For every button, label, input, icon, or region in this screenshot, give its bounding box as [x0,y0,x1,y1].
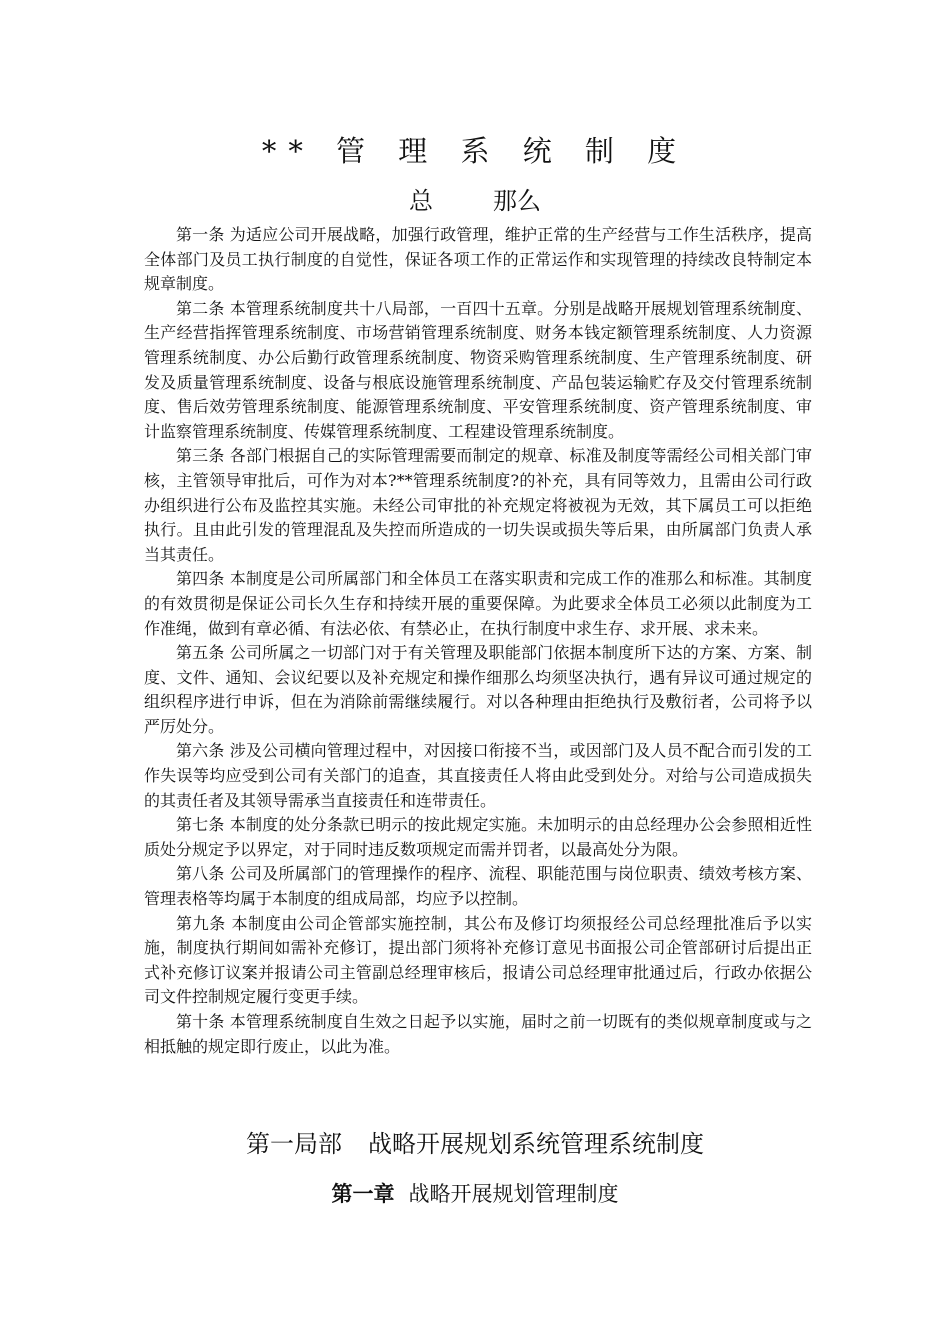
article-4: 第四条 本制度是公司所属部门和全体员工在落实职责和完成工作的准那么和标准。其制度的有效贯彻是保证公司长久生存和持续开展的重要保障。为此要求全体员工必须以此制度为工作准绳，做到有章必循、有法必依、有禁必止，在执行制度中求生存、求开展、求未来。 [144,569,812,638]
section-heading-general [0,184,950,218]
part-number: 第一局部 [246,1130,342,1158]
article-2: 第二条 本管理系统制度共十八局部，一百四十五章。分别是战略开展规划管理系统制度、生产经营指挥管理系统制度、市场营销管理系统制度、财务本钱定额管理系统制度、人力资源管理系统制度、办公后勤行政管理系统制度、物资采购管理系统制度、生产管理系统制度、研发及质量管理系统制度、设备与根底设施管理系统制度、产品包装运输贮存及交付管理系统制度、售后效劳管理系统制度、能源管理系统制度、平安管理系统制度、资产管理系统制度、审计监察管理系统制度、传媒管理系统制度、工程建设管理系统制度。 [144,298,812,441]
article-5: 第五条 公司所属之一切部门对于有关管理及职能部门依据本制度所下达的方案、方案、制度、文件、通知、会议纪要以及补充规定和操作细那么均须坚决执行，遇有异议可通过规定的组织程序进行申诉，但在为消除前需继续履行。对以各种理由拒绝执行及敷衍者，公司将予以严厉处分。 [144,643,812,736]
section-heading-left: 总 [409,187,433,215]
chapter-heading [0,1178,950,1210]
chapter-number: 第一章 [331,1181,395,1206]
article-9: 第九条 本制度由公司企管部实施控制，其公布及修订均须报经公司总经理批准后予以实施，制度执行期间如需补充修订，提出部门须将补充修订意见书面报公司企管部研讨后提出正式补充修订议案并报请公司主管副总经理审核后，报请公司总经理审批通过后，行政办依据公司文件控制规定履行变更手续。 [144,913,812,1007]
article-3: 第三条 各部门根据自己的实际管理需要而制定的规章、标准及制度等需经公司相关部门审核，主管领导审批后，可作为对本?**管理系统制度?的补充，具有同等效力，且需由公司行政办组织进行公布及监控其实施。未经公司审批的补充规定将被视为无效，其下属员工可以拒绝执行。且由此引发的管理混乱及失控而所造成的一切失误或损失等后果，由所属部门负责人承当其责任。 [144,446,812,564]
article-7: 第七条 本制度的处分条款已明示的按此规定实施。未加明示的由总经理办公会参照相近性质处分规定予以界定，对于同时违反数项规定而需并罚者，以最高处分为限。 [144,815,812,859]
document-title: ** 管 理 系 统 制 度 [261,134,689,168]
part-title: 战略开展规划系统管理系统制度 [368,1130,704,1158]
article-10: 第十条 本管理系统制度自生效之日起予以实施，届时之前一切既有的类似规章制度或与之相抵触的规定即行废止，以此为准。 [144,1012,812,1056]
section-heading-right: 那么 [493,187,541,215]
chapter-title: 战略开展规划管理制度 [408,1182,619,1206]
general-provisions-body [144,223,812,1059]
part-heading [0,1126,950,1162]
article-6: 第六条 涉及公司横向管理过程中，对因接口衔接不当，或因部门及人员不配合而引发的工作失误等均应受到公司有关部门的追查，其直接责任人将由此受到处分。对给与公司造成损失的其责任者及其领导需承当直接责任和连带责任。 [144,741,812,810]
article-1: 第一条 为适应公司开展战略，加强行政管理，维护正常的生产经营与工作生活秩序，提高全体部门及员工执行制度的自觉性，保证各项工作的正常运作和实现管理的持续改良特制定本规章制度。 [144,225,812,294]
article-8: 第八条 公司及所属部门的管理操作的程序、流程、职能范围与岗位职责、绩效考核方案、管理表格等均属于本制度的组成局部，均应予以控制。 [144,864,812,909]
